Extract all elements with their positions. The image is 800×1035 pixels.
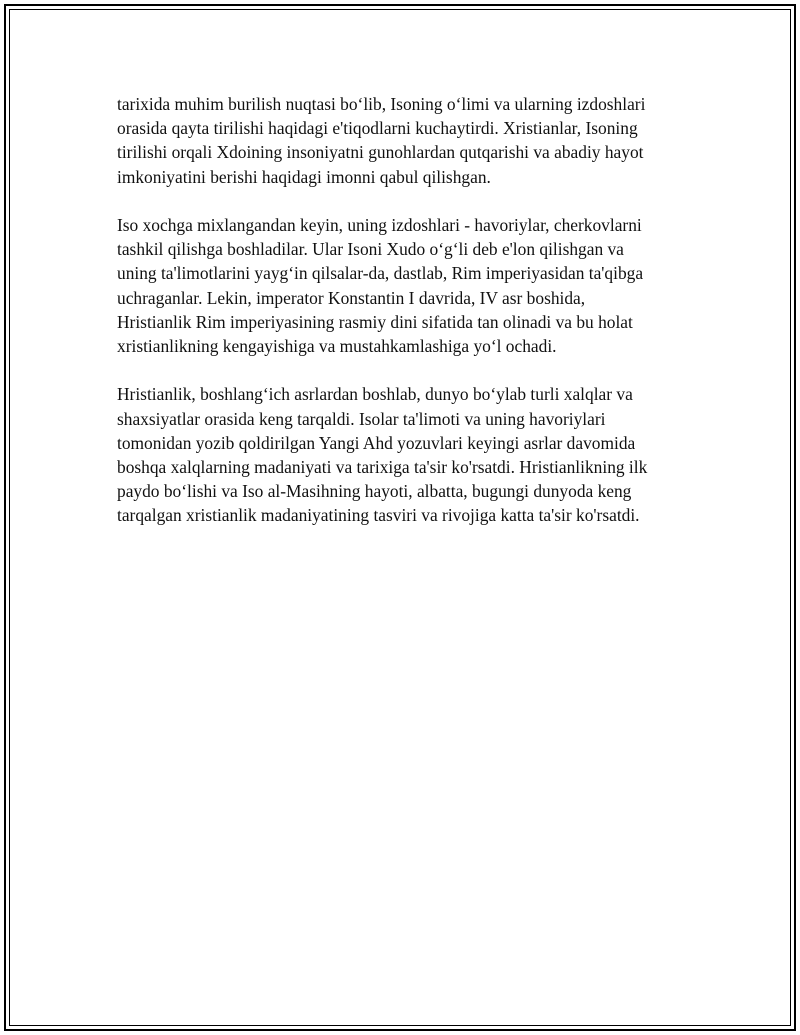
text-line: Iso xochga mixlangandan keyin, uning izdoshlari - havoriylar, cherkovlarni <box>117 215 642 235</box>
text-line: boshqa xalqlarning madaniyati va tarixiga ta'sir ko'rsatdi. Hristianlikning ilk <box>117 457 648 478</box>
paragraph-3 <box>117 382 692 527</box>
text-line: Hristianlik Rim imperiyasining rasmiy dini sifatida tan olinadi va bu holat <box>117 311 633 332</box>
text-line: tarixida muhim burilish nuqtasi bo‘lib, Isoning o‘limi va ularning izdoshlari <box>117 94 646 114</box>
text-line: tarqalgan xristianlik madaniyatining tasviri va rivojiga katta ta'sir ko'rsatdi. <box>117 505 640 526</box>
text-line: orasida qayta tirilishi haqidagi e'tiqodlarni kuchaytirdi. Xristianlar, Isoning <box>117 118 638 139</box>
text-line: tashkil qilishga boshladilar. Ular Isoni Xudo o‘g‘li deb e'lon qilishgan va <box>117 239 624 260</box>
text-line: uchraganlar. Lekin, imperator Konstantin I davrida, IV asr boshida, <box>117 287 586 308</box>
text-line: Hristianlik, boshlang‘ich asrlardan boshlab, dunyo bo‘ylab turli xalqlar va <box>117 384 633 405</box>
text-line: uning ta'limotlarini yayg‘in qilsalar-da, dastlab, Rim imperiyasidan ta'qibga <box>117 263 644 284</box>
text-line: xristianlikning kengayishiga va mustahkamlashiga yo‘l ochadi. <box>117 336 557 357</box>
text-line: paydo bo‘lishi va Iso al-Masihning hayoti, albatta, bugungi dunyoda keng <box>117 481 632 502</box>
text-line: tomonidan yozib qoldirilgan Yangi Ahd yozuvlari keyingi asrlar davomida <box>117 432 636 453</box>
paragraph-2 <box>117 213 692 358</box>
text-line: imkoniyatini berishi haqidagi imonni qabul qilishgan. <box>117 166 491 187</box>
paragraph-1 <box>117 92 692 189</box>
document-body <box>117 92 692 552</box>
text-line: shaxsiyatlar orasida keng tarqaldi. Isolar ta'limoti va uning havoriylari <box>117 408 606 429</box>
text-line: tirilishi orqali Xdoining insoniyatni gunohlardan qutqarishi va abadiy hayot <box>117 142 644 163</box>
